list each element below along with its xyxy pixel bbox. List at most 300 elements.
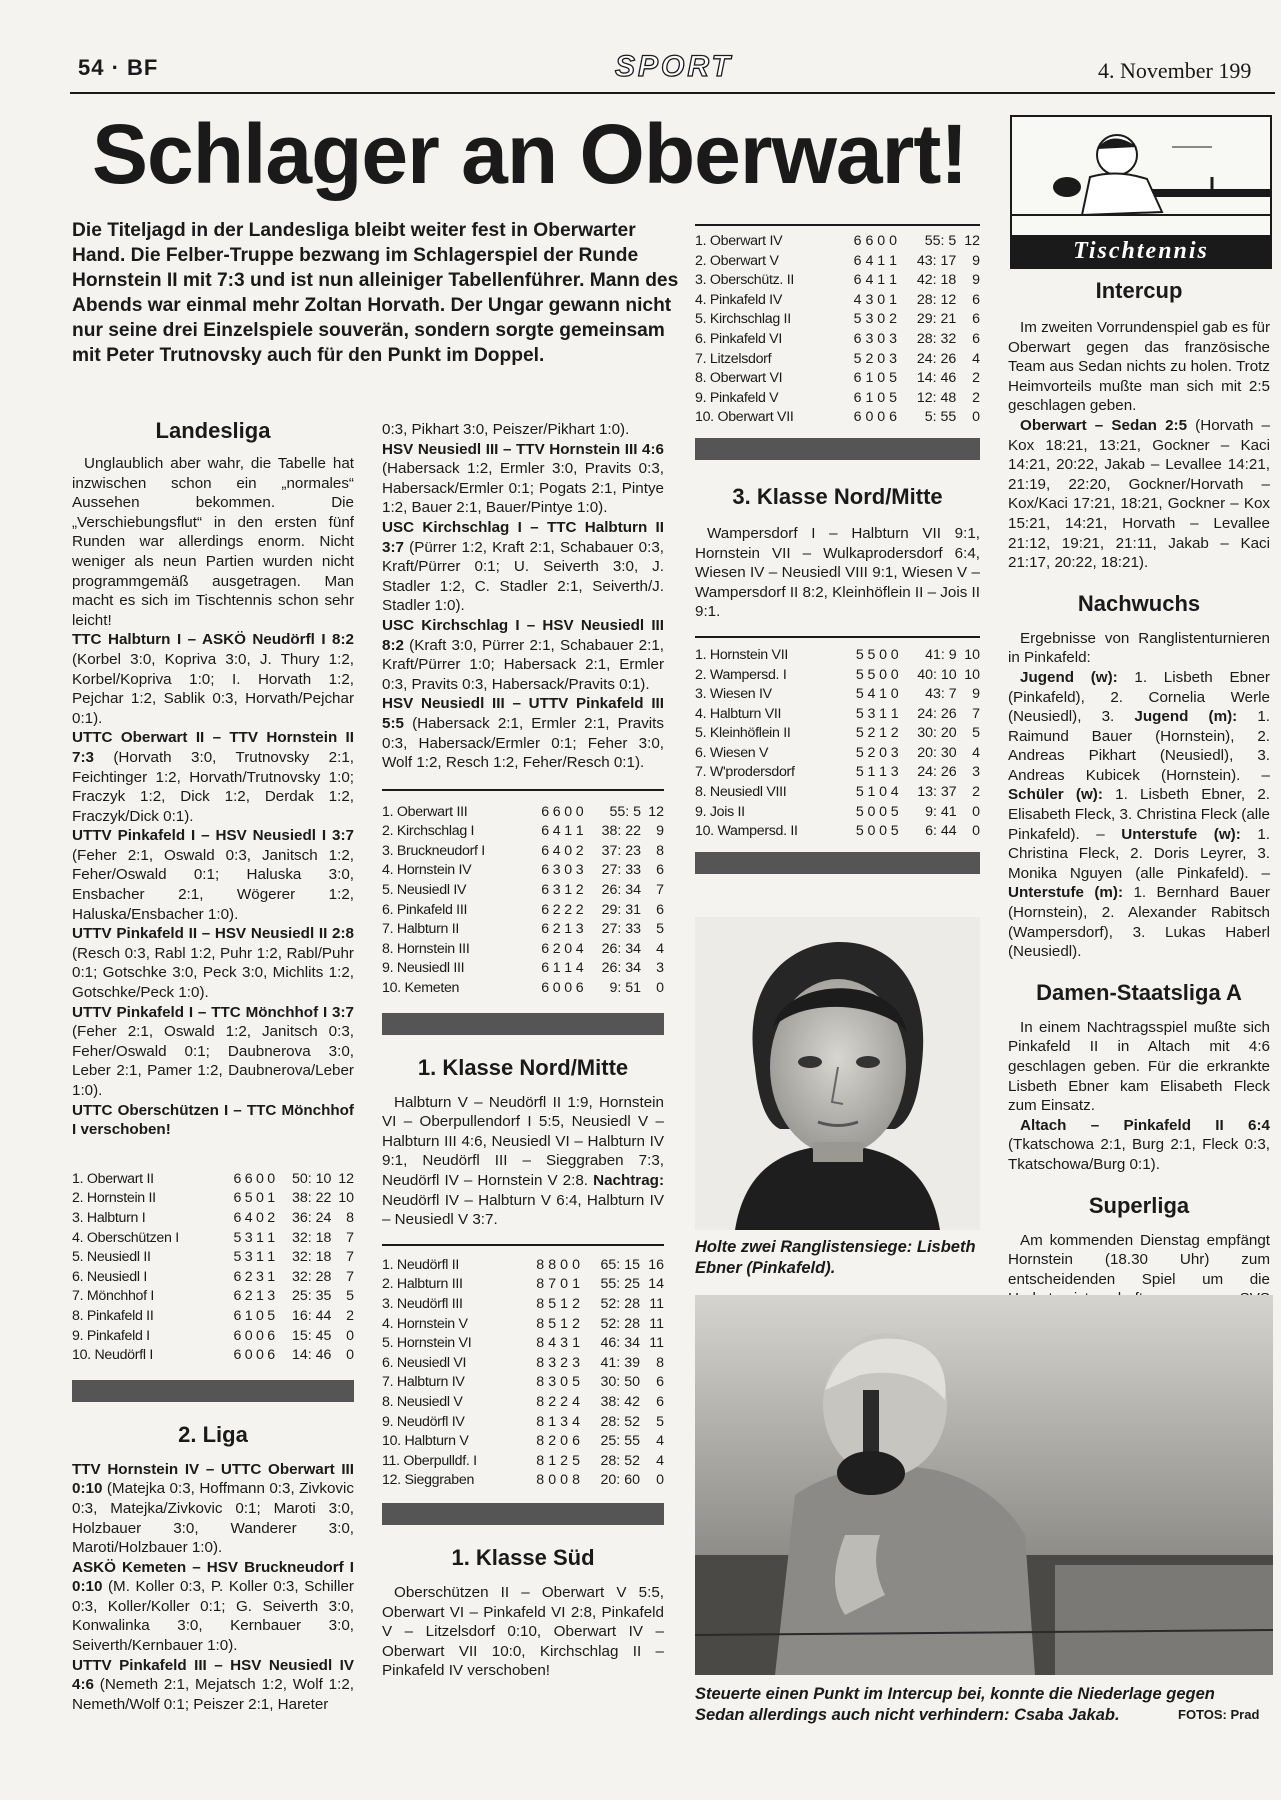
stat-cell: 7 xyxy=(548,1276,557,1293)
table-row xyxy=(695,763,980,783)
table-row xyxy=(695,803,980,823)
stat-cell: 42: 18 xyxy=(916,272,957,289)
stat-cell: 0 xyxy=(877,233,886,249)
stat-cell: 4 xyxy=(867,686,876,703)
team-cell: 11. Oberpulldf. I xyxy=(382,1452,477,1469)
result-paragraph xyxy=(72,1101,354,1140)
stat-cell: 24: 26 xyxy=(917,705,957,722)
team-cell: 3. Wiesen IV xyxy=(695,686,772,703)
stat-cell: 2 xyxy=(346,1307,354,1324)
column-3 xyxy=(695,224,980,874)
table-row xyxy=(382,1334,664,1354)
stat-cell: 0 xyxy=(879,823,887,840)
stat-cell: 0 xyxy=(890,646,899,663)
stat-cell: 6 xyxy=(865,233,874,249)
table-row xyxy=(382,940,664,960)
category-body: 1. Lisbeth Ebner, 2. Elisabeth Fleck, 3. Christina Fleck (alle Pinkafeld). – xyxy=(1008,786,1271,843)
table-row xyxy=(382,1413,664,1433)
stat-cell: 3 xyxy=(865,311,874,328)
stat-cell: 9 xyxy=(656,823,664,840)
stat-cell: 6 xyxy=(541,980,550,997)
nord-mitte-text: Halbturn V – Neudörfl II 1:9, Hornstein VI – Oberpullendorf I 5:5, Neusiedl V – Halbturn III 4:6, Neusiedl VI – Halbturn IV 9:1, Neudörfl III – Sieggraben 7:3, Neudörfl IV – Hornstein V 2:8. Nachtrag: Neudörfl IV – Halbturn V 6:4, Halbturn IV – Neusiedl V 3:7. xyxy=(382,1093,664,1229)
team-cell: 9. Pinkafeld V xyxy=(695,389,779,406)
team-cell: 5. Neusiedl IV xyxy=(382,882,467,899)
stat-cell: 1 xyxy=(575,823,584,840)
stat-cell: 5 xyxy=(853,350,862,367)
column-1 xyxy=(72,418,354,1714)
result-paragraph xyxy=(72,1003,354,1101)
table-row xyxy=(695,744,980,764)
team-cell: 5. Kleinhöflein II xyxy=(695,725,791,742)
team-cell: 4. Pinkafeld IV xyxy=(695,291,782,308)
stat-cell: 26: 34 xyxy=(601,940,642,957)
stat-cell: 6 xyxy=(656,862,664,879)
stat-cell: 3 xyxy=(575,862,584,879)
stat-cell: 2 xyxy=(867,725,876,742)
article-text-2-liga xyxy=(72,1460,354,1715)
team-cell: 2. Oberwart V xyxy=(695,252,779,269)
stat-cell: 5 xyxy=(889,389,898,406)
stat-cell: 0 xyxy=(560,1374,569,1391)
stat-cell: 1 xyxy=(256,1229,264,1246)
stat-cell: 2 xyxy=(560,1354,569,1371)
stat-cell: 65: 15 xyxy=(600,1256,640,1273)
stat-cell: 12 xyxy=(648,803,664,820)
stat-cell: 6 xyxy=(233,1307,242,1324)
stat-cell: 5 xyxy=(890,823,899,840)
stat-cell: 27: 33 xyxy=(601,862,642,879)
table-row xyxy=(382,1432,664,1452)
category-body: 1. Lisbeth Ebner (Pinkafeld), 2. Cornelia Werle (Neusiedl), 3. xyxy=(1008,668,1270,726)
team-cell: 7. Halbturn IV xyxy=(382,1374,465,1391)
stat-cell: 0 xyxy=(890,666,899,683)
stat-cell: 4 xyxy=(656,1433,664,1450)
action-photo xyxy=(695,1295,1273,1675)
table-row xyxy=(382,861,664,881)
divider-bar xyxy=(382,1013,664,1035)
result-body: (Feher 2:1, Oswald 0:3, Janitsch 1:2, Feher/Oswald 0:1; Haluska 3:0, Ensbacher 2:1, Wögerer 1:2, Haluska/Ensbacher 1:0). xyxy=(72,846,354,923)
stat-cell: 2 xyxy=(267,1209,276,1226)
subhead-intercup: Intercup xyxy=(1095,278,1183,303)
team-cell: 6. Neusiedl I xyxy=(72,1268,147,1285)
table-row xyxy=(72,1287,354,1307)
portrait-image xyxy=(695,917,980,1230)
stat-cell: 5 xyxy=(890,803,899,820)
table-row xyxy=(382,803,664,823)
stat-cell: 6 xyxy=(853,389,862,406)
team-cell: 3. Neudörfl III xyxy=(382,1295,463,1312)
results-list xyxy=(72,630,354,1139)
stat-cell: 27: 33 xyxy=(601,921,642,938)
stat-cell: 52: 28 xyxy=(600,1295,640,1312)
stat-cell: 1 xyxy=(256,1288,264,1305)
stat-cell: 6 xyxy=(233,1268,242,1285)
stat-cell: 0 xyxy=(879,744,887,761)
stat-cell: 3 xyxy=(552,882,561,899)
stat-cell: 1 xyxy=(867,784,876,801)
team-cell: 1. Hornstein VII xyxy=(695,646,788,663)
stat-cell: 6 xyxy=(233,1209,242,1226)
stat-cell: 1 xyxy=(560,1295,569,1312)
stat-cell: 37: 23 xyxy=(601,842,642,859)
result-head: ASKÖ Kemeten – HSV Bruckneudorf I 0:10 xyxy=(72,1558,354,1596)
result-body: (Matejka 0:3, Hoffmann 0:3, Zivkovic 0:3, Matejka/Zivkovic 0:1; Maroti 3:0, Holzbauer 3:0, Wanderer 3:0, Maroti/Holzbauer 1:0). xyxy=(72,1480,354,1557)
stat-cell: 4 xyxy=(853,291,862,308)
stat-cell: 2 xyxy=(575,842,584,859)
table-row xyxy=(695,330,980,350)
stat-cell: 0 xyxy=(552,980,561,997)
column-2 xyxy=(382,420,664,1681)
stat-cell: 12 xyxy=(338,1170,354,1187)
stat-cell: 11 xyxy=(649,1335,664,1352)
stat-cell: 1 xyxy=(572,1335,581,1352)
team-cell: 8. Neusiedl VIII xyxy=(695,784,787,801)
stat-cell: 7 xyxy=(346,1268,354,1285)
table-row xyxy=(695,408,980,428)
team-cell: 6. Pinkafeld III xyxy=(382,901,468,918)
stat-cell: 50: 10 xyxy=(291,1170,332,1187)
results-list xyxy=(72,1460,354,1715)
stat-cell: 4 xyxy=(244,1209,253,1226)
stat-cell: 5 xyxy=(346,1288,354,1305)
team-cell: 4. Halbturn VII xyxy=(695,705,782,722)
stat-cell: 3 xyxy=(548,1354,557,1371)
stat-cell: 5 xyxy=(267,1307,276,1324)
stat-cell: 5 xyxy=(244,1190,253,1207)
nachwuchs-text: Ergebnisse von Ranglistenturnieren in Pinkafeld: Jugend (w): 1. Lisbeth Ebner (Pinkafeld), 2. Cornelia Werle (Neusiedl), 3. Jugend (m): 1. Raimund Bauer (Hornstein), 2. Andreas Pikhart (Neusiedl), 3. Andreas Kubicek (Hornstein). – Schüler (w): 1. Lisbeth Ebner, 2. Elisabeth Fleck, 3. Christina Fleck (alle Pinkafeld). – Unterstufe (w): 1. Christina Fleck, 2. Doris Leyrer, 3. Monika Nguyen (alle Pinkafeld). – Unterstufe (m): 1. Bernhard Bauer (Hornstein), 2. Alexander Rabitsch (Wampersdorf), 3. Lukas Haberl (Neusiedl). xyxy=(1008,629,1271,961)
stat-cell: 2 xyxy=(575,901,584,918)
team-cell: 2. Halbturn III xyxy=(382,1276,463,1293)
stat-cell: 9 xyxy=(972,272,980,289)
table-2-liga xyxy=(382,789,664,999)
stat-cell: 4 xyxy=(656,940,664,957)
stat-cell: 7 xyxy=(656,882,664,899)
portrait-caption: Holte zwei Ranglistensiege: Lisbeth Ebner (Pinkafeld). xyxy=(695,1238,976,1277)
stat-cell: 1 xyxy=(877,272,886,289)
stat-cell: 0 xyxy=(877,389,886,406)
result-body: (Feher 2:1, Oswald 1:2, Janitsch 0:3, Feher/Oswald 0:1; Daubnerova 3:0, Leber 2:1, Pamer 1:2, Daubnerova/Leber 1:0). xyxy=(72,1023,354,1099)
stat-cell: 5 xyxy=(855,764,864,781)
result-head: UTTV Pinkafeld I – TTC Mönchhof I 3:7 xyxy=(72,1003,354,1021)
stat-cell: 5 xyxy=(853,311,862,328)
stat-cell: 5 xyxy=(889,370,898,387)
team-cell: 9. Neusiedl III xyxy=(382,960,465,977)
divider-bar xyxy=(695,438,980,460)
stat-cell: 6 xyxy=(233,1327,242,1344)
stat-cell: 26: 34 xyxy=(601,960,642,977)
table-row xyxy=(695,310,980,330)
stat-cell: 8 xyxy=(536,1256,545,1273)
stat-cell: 6 xyxy=(541,921,550,938)
stat-cell: 20: 30 xyxy=(917,744,957,761)
stat-cell: 8 xyxy=(536,1315,545,1332)
stat-cell: 3 xyxy=(889,330,898,347)
team-cell: 8. Oberwart VI xyxy=(695,370,783,387)
team-cell: 4. Oberschützen I xyxy=(72,1229,179,1246)
stat-cell: 46: 34 xyxy=(600,1335,640,1352)
stat-cell: 3 xyxy=(865,291,874,308)
result-paragraph xyxy=(72,1558,354,1656)
stat-cell: 16 xyxy=(648,1256,664,1273)
table-row xyxy=(382,1373,664,1393)
stat-cell: 6 xyxy=(541,803,550,820)
result-head: TTC Halbturn I – ASKÖ Neudörfl I 8:2 xyxy=(72,631,354,649)
stat-cell: 8 xyxy=(548,1256,557,1273)
stat-cell: 1 xyxy=(564,960,573,977)
lead-paragraph: Die Titeljagd in der Landesliga bleibt weiter fest in Oberwarter Hand. Die Felber-Truppe bezwang im Schlagerspiel der Runde Hornstein II mit 7:3 und ist nun alleiniger Tabellenführer. Mann des Abends war einmal mehr Zoltan Horvath. Der Ungar gewann nicht nur seine drei Einzelspiele souverän, sondern sorgte gemeinsam mit Peter Trutnovsky auch für den Punkt im Doppel. xyxy=(72,220,679,366)
stat-cell: 9 xyxy=(972,686,980,703)
stat-cell: 0 xyxy=(256,1170,264,1187)
stat-cell: 1 xyxy=(267,1249,276,1266)
stat-cell: 6 xyxy=(233,1190,242,1207)
table-row xyxy=(382,1471,664,1491)
category-head: Unterstufe (w): xyxy=(1121,825,1241,843)
team-cell: 10. Oberwart VII xyxy=(695,409,794,426)
stat-cell: 2 xyxy=(572,1315,581,1332)
table-row xyxy=(695,783,980,803)
table-row xyxy=(695,232,980,252)
category-body: 1. Christina Fleck, 2. Doris Leyrer, 3. Monika Nguyen (alle Pinkafeld). – xyxy=(1008,825,1270,882)
stat-cell: 3 xyxy=(890,744,899,761)
stat-cell: 5 xyxy=(855,803,864,820)
table-row xyxy=(382,1452,664,1472)
stat-cell: 1 xyxy=(889,272,898,289)
team-cell: 4. Hornstein IV xyxy=(382,862,472,879)
stat-cell: 4 xyxy=(865,252,874,269)
stat-cell: 14: 46 xyxy=(916,370,957,387)
stat-cell: 4 xyxy=(552,842,561,859)
stat-cell: 0 xyxy=(575,803,584,820)
stat-cell: 28: 32 xyxy=(916,330,957,347)
stat-cell: 0 xyxy=(877,370,886,387)
stat-cell: 3 xyxy=(552,862,561,879)
stat-cell: 6 xyxy=(972,291,980,308)
stat-cell: 6 xyxy=(541,901,550,918)
team-cell: 7. Litzelsdorf xyxy=(695,350,772,367)
result-head: UTTV Pinkafeld III – HSV Neusiedl IV 4:6 xyxy=(72,1656,354,1694)
stat-cell: 2 xyxy=(867,744,876,761)
stat-cell: 2 xyxy=(572,1295,581,1312)
stat-cell: 2 xyxy=(552,901,561,918)
stat-cell: 1 xyxy=(889,291,898,308)
stat-cell: 2 xyxy=(560,1452,569,1469)
stat-cell: 0 xyxy=(564,862,573,879)
stat-cell: 32: 18 xyxy=(291,1229,332,1246)
stat-cell: 6 xyxy=(572,1433,581,1450)
stat-cell: 2 xyxy=(560,1393,569,1410)
stat-cell: 0 xyxy=(256,1209,264,1226)
stat-cell: 1 xyxy=(890,705,899,722)
stat-cell: 6 xyxy=(552,803,561,820)
stat-cell: 6 xyxy=(233,1170,242,1187)
table-row xyxy=(72,1307,354,1327)
stat-cell: 1 xyxy=(267,1190,276,1207)
team-cell: 12. Sieggraben xyxy=(382,1472,475,1489)
stat-cell: 6 xyxy=(656,1393,664,1410)
stat-cell: 12 xyxy=(964,233,980,249)
divider-bar xyxy=(382,1503,664,1525)
stat-cell: 6 xyxy=(541,960,550,977)
category-body: 1. Raimund Bauer (Hornstein), 2. Andreas Pikhart (Neusiedl), 3. Andreas Kubicek (Hornstein). – xyxy=(1008,708,1270,784)
stat-cell: 4 xyxy=(572,1413,581,1430)
stat-cell: 24: 26 xyxy=(917,764,957,781)
stat-cell: 0 xyxy=(877,291,886,308)
subhead-3-klasse-nord: 3. Klasse Nord/Mitte xyxy=(732,483,943,509)
stat-cell: 6 xyxy=(656,901,664,918)
result-paragraph xyxy=(382,694,664,772)
stat-cell: 55: 5 xyxy=(609,803,642,820)
stat-cell: 2 xyxy=(865,350,874,367)
stat-cell: 5 xyxy=(548,1295,557,1312)
team-cell: 9. Pinkafeld I xyxy=(72,1327,150,1344)
stat-cell: 14: 46 xyxy=(291,1347,332,1364)
stat-cell: 1 xyxy=(244,1307,253,1324)
stat-cell: 6 xyxy=(541,940,550,957)
stat-cell: 2 xyxy=(244,1268,253,1285)
table-row xyxy=(72,1248,354,1268)
stat-cell: 2 xyxy=(564,901,573,918)
stat-cell: 10 xyxy=(964,666,980,683)
stat-cell: 5 xyxy=(855,686,864,703)
stat-cell: 36: 24 xyxy=(291,1209,332,1226)
subhead-damen-staatsliga: Damen-Staatsliga A xyxy=(1036,979,1242,1005)
stat-cell: 5 xyxy=(656,1413,664,1430)
stat-cell: 0 xyxy=(560,1472,569,1489)
table-row xyxy=(72,1229,354,1249)
team-cell: 7. Mönchhof I xyxy=(72,1288,155,1305)
issue-date: 4. November 199 xyxy=(1098,58,1252,83)
stat-cell: 24: 26 xyxy=(916,350,957,367)
table-row xyxy=(72,1346,354,1366)
table-row xyxy=(695,252,980,272)
stat-cell: 8 xyxy=(536,1276,545,1293)
table-row xyxy=(382,1275,664,1295)
team-cell: 9. Neudörfl IV xyxy=(382,1413,465,1430)
table-row xyxy=(695,724,980,744)
stat-cell: 0 xyxy=(890,686,899,703)
stat-cell: 9 xyxy=(972,252,980,269)
stat-cell: 11 xyxy=(649,1295,664,1312)
logo-label: Tischtennis xyxy=(1012,235,1270,267)
team-cell: 2. Kirchschlag I xyxy=(382,823,475,840)
table-row xyxy=(695,646,980,666)
stat-cell: 0 xyxy=(256,1190,264,1207)
intercup-text: Im zweiten Vorrundenspiel gab es für Oberwart gegen das französische Team aus Sedan nichts zu holen. Trotz Heimvorteils mußte man sich mit 2:5 geschlagen geben. Oberwart – Sedan 2:5 (Horvath – Kox 18:21, 13:21, Gockner – Kaci 14:21, 20:22, Jakab – Levallee 14:21, 21:19, 22:20, Gockner/Horvath – Kox/Kaci 17:21, 18:21, Gockner – Kox 15:21, 14:21, Horvath – Levallee 21:12, 19:21, 21:11, Jakab – Kaci 21:17, 20:22, 18:21). xyxy=(1008,319,1270,572)
table-row xyxy=(382,1354,664,1374)
action-caption: Steuerte einen Punkt im Intercup bei, konnte die Niederlage gegen Sedan allerdings auch nicht verhindern: Csaba Jakab. xyxy=(695,1685,1215,1724)
stat-cell: 1 xyxy=(552,960,561,977)
stat-cell: 2 xyxy=(889,311,898,328)
stat-cell: 12: 48 xyxy=(916,389,957,406)
table-row xyxy=(695,389,980,409)
stat-cell: 5 xyxy=(855,744,864,761)
stat-cell: 4 xyxy=(575,960,584,977)
category-head: Jugend (m): xyxy=(1134,708,1238,726)
stat-cell: 5 xyxy=(855,666,864,683)
table-row xyxy=(72,1209,354,1229)
stat-cell: 8 xyxy=(656,1354,664,1371)
damen-text: In einem Nachtragsspiel mußte sich Pinkafeld II in Altach mit 4:6 geschlagen geben. Für die erkrankte Lisbeth Ebner kam Elisabeth Fleck zum Einsatz. Altach – Pinkafeld II 6:4 (Tkatschowa 2:1, Burg 2:1, Fleck 0:3, Tkatschowa/Burg 0:1). xyxy=(1008,1018,1270,1173)
result-body: (Korbel 3:0, Kopriva 3:0, J. Thury 1:2, Korbel/Kopriva 1:0; I. Horvath 1:2, Pejchar 1:2, Sablik 0:3, Horvath/Pejchar 0:1). xyxy=(72,650,354,727)
stat-cell: 3 xyxy=(865,330,874,347)
team-cell: 5. Hornstein VI xyxy=(382,1335,472,1352)
stat-cell: 6 xyxy=(541,862,550,879)
stat-cell: 3 xyxy=(656,960,664,977)
stat-cell: 9: 41 xyxy=(925,803,957,820)
subhead-superliga: Superliga xyxy=(1088,1192,1190,1218)
stat-cell: 1 xyxy=(879,686,887,703)
stat-cell: 5 xyxy=(972,725,980,742)
result-body: (Resch 0:3, Rabl 1:2, Puhr 1:2, Rabl/Puhr 0:1; Gotschke 3:0, Peck 3:0, Michlits 1:2, Gotschke/Peck 1:0). xyxy=(72,944,354,1002)
stat-cell: 2 xyxy=(972,370,980,387)
table-row xyxy=(72,1268,354,1288)
team-cell: 5. Kirchschlag II xyxy=(695,311,791,328)
team-cell: 8. Neusiedl V xyxy=(382,1393,463,1410)
stat-cell: 0 xyxy=(267,1170,276,1187)
stat-cell: 4 xyxy=(572,1393,581,1410)
stat-cell: 3 xyxy=(575,921,584,938)
stat-cell: 5 xyxy=(572,1374,581,1391)
team-cell: 7. Halbturn II xyxy=(382,921,460,938)
stat-cell: 11 xyxy=(649,1315,664,1332)
stat-cell: 29: 31 xyxy=(601,901,642,918)
table-row xyxy=(695,350,980,370)
stat-cell: 5 xyxy=(855,823,864,840)
team-cell: 3. Bruckneudorf I xyxy=(382,842,485,859)
stat-cell: 5 xyxy=(855,646,864,663)
photo-credit: FOTOS: Prad xyxy=(1178,1707,1260,1722)
sued-text: Oberschützen II – Oberwart V 5:5, Oberwart VI – Pinkafeld VI 2:8, Pinkafeld V – Litzelsdorf 0:10, Oberwart IV – Oberwart VII 10:0, Kirchschlag II – Pinkafeld IV verschoben! xyxy=(382,1583,664,1680)
table-row xyxy=(382,901,664,921)
stat-cell: 1 xyxy=(564,882,573,899)
result-head: UTTC Oberwart II – TTV Hornstein II 7:3 xyxy=(72,729,354,766)
result-paragraph xyxy=(382,518,664,616)
team-cell: 10. Neudörfl I xyxy=(72,1347,153,1364)
stat-cell: 0 xyxy=(877,330,886,347)
table-landesliga xyxy=(72,1162,354,1366)
result-head: HSV Neusiedl III – UTTV Pinkafeld III 5:5 xyxy=(382,695,664,732)
stat-cell: 8 xyxy=(536,1433,545,1450)
stat-cell: 0 xyxy=(346,1347,354,1364)
stat-cell: 0 xyxy=(560,1276,569,1293)
table-row xyxy=(695,822,980,842)
table-row xyxy=(695,291,980,311)
category-head: Unterstufe (m): xyxy=(1008,884,1124,902)
stat-cell: 3 xyxy=(267,1288,276,1305)
stat-cell: 0 xyxy=(865,409,874,426)
stat-cell: 1 xyxy=(877,252,886,269)
article-text: Unglaublich aber wahr, die Tabelle hat inzwischen schon ein „normales“ Aussehen bekommen. Die „Verschiebungsflut“ in den ersten fünf Runden war allerdings enorm. Nicht weniger als neun Partien wurden nicht programmgemäß ausgetragen. Man macht es sich im Tischtennis schon sehr leicht! TTC Halbturn I – ASKÖ Neudörfl I 8:2 (Korbel 3:0, Kopriva 3:0, J. Thury 1:2, Korbel/Kopriva 1:0; I. Horvath 1:2, Pejchar 1:2, Sablik 0:3, Horvath/Pejchar 0:1). UTTC Oberwart II – TTV Hornstein II 7:3 (Horvath 3:0, Trutnovsky 2:1, Feichtinger 1:2, Horvath/Trutnovsky 1:0; Fraczyk 1:2, Dick 1:2, Derdak 1:2, Fraczyk/Dick 0:1). UTTV Pinkafeld I – HSV Neusiedl I 3:7 (Feher 2:1, Oswald 0:3, Janitsch 1:2, Feher/Oswald 0:1; Haluska 3:0, Ensbacher 2:1, Wögerer 1:2, Haluska/Ensbacher 1:0). UTTV Pinkafeld II – HSV Neusiedl II 2:8 (Resch 0:3, Rabl 1:2, Puhr 1:2, Rabl/Puhr 0:1; Gotschke 3:0, Peck 3:0, Michlits 1:2, Gotschke/Peck 1:0). UTTV Pinkafeld I – TTC Mönchhof I 3:7 (Feher 2:1, Oswald 1:2, Janitsch 0:3, Feher/Oswald 0:1; Daubnerova 3:0, Leber 2:1, Pamer 1:2, Daubnerova/Leber 1:0). UTTC Oberschützen I – TTC Mönchhof I verschoben! xyxy=(72,455,354,1139)
stat-cell: 1 xyxy=(879,705,887,722)
stat-cell: 3 xyxy=(889,350,898,367)
stat-cell: 8 xyxy=(346,1209,354,1226)
result-body: (M. Koller 0:3, P. Koller 0:3, Schiller 0:3, Koller/Koller 0:1; G. Seiverth 3:0, Konwalinka 3:0, Kernbauer 3:0, Seiverth/Kernbauer 1:0). xyxy=(72,1578,354,1655)
stat-cell: 15: 45 xyxy=(291,1327,332,1344)
stat-cell: 4 xyxy=(575,940,584,957)
stat-cell: 8 xyxy=(536,1393,545,1410)
stat-cell: 2 xyxy=(548,1393,557,1410)
team-cell: 8. Pinkafeld II xyxy=(72,1307,154,1324)
stat-cell: 6 xyxy=(853,252,862,269)
team-cell: 1. Oberwart II xyxy=(72,1170,154,1187)
stat-cell: 0 xyxy=(877,409,886,426)
stat-cell: 0 xyxy=(564,940,573,957)
stat-cell: 0 xyxy=(564,842,573,859)
stat-cell: 3 xyxy=(890,764,899,781)
stat-cell: 4 xyxy=(972,744,980,761)
team-cell: 8. Hornstein III xyxy=(382,940,470,957)
stat-cell: 1 xyxy=(548,1413,557,1430)
